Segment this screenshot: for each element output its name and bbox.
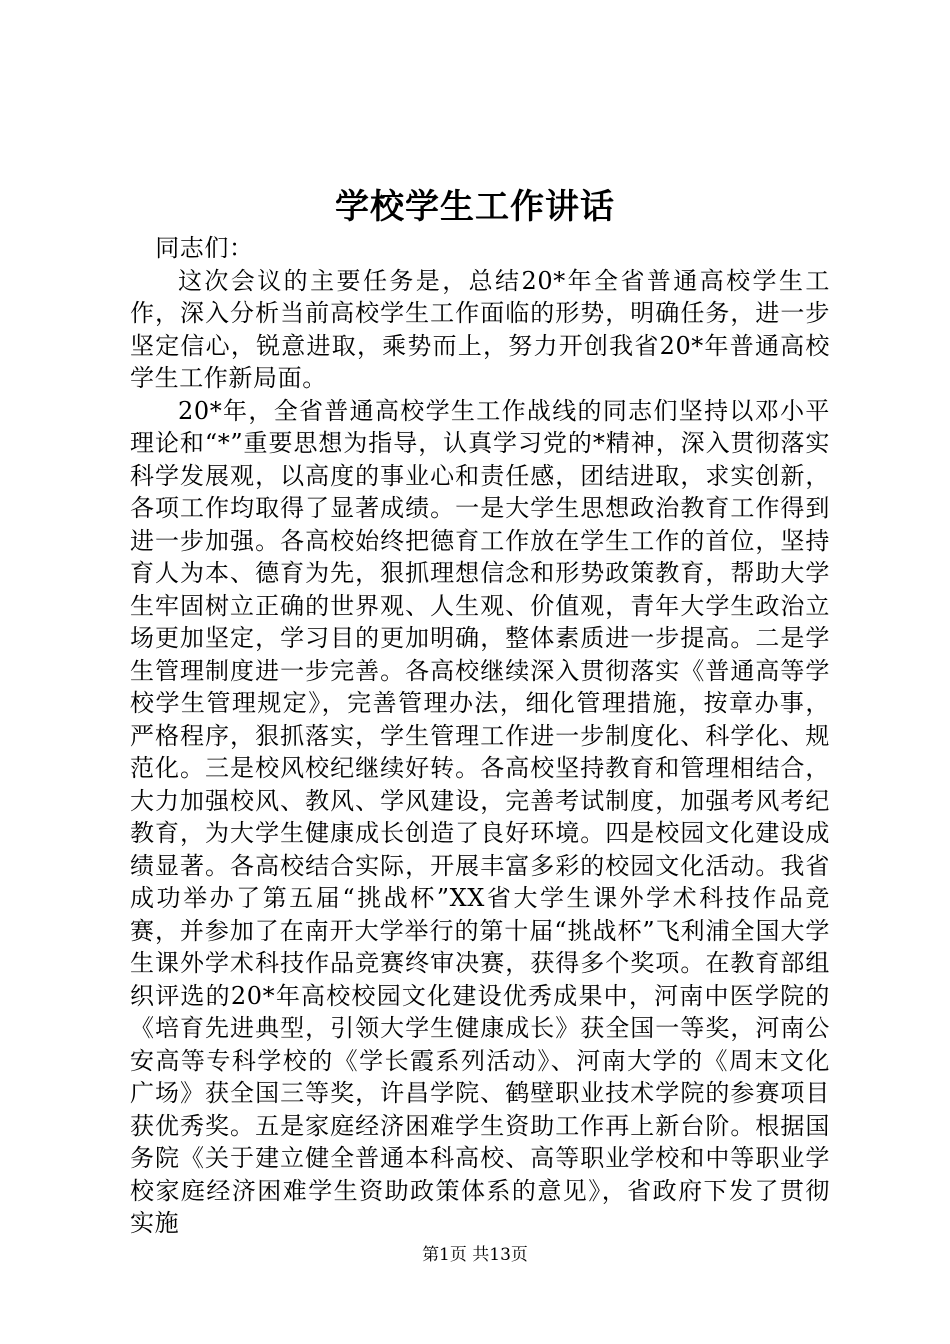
paragraph-achievements: 20*年，全省普通高校学生工作战线的同志们坚持以邓小平理论和“*”重要思想为指导，认真学习党的*精神，深入贯彻落实科学发展观，以高度的事业心和责任感，团结进取，求实创新，各项工作均取得了显著成绩。一是大学生思想政治教育工作得到进一步加强。各高校始终把德育工作放在学生工作的首位，坚持育人为本、德育为先，狠抓理想信念和形势政策教育，帮助大学生牢固树立正确的世界观、人生观、价值观，青年大学生政治立场更加坚定，学习目的更加明确，整体素质进一步提高。二是学生管理制度进一步完善。各高校继续深入贯彻落实《普通高等学校学生管理规定》，完善管理办法，细化管理措施，按章办事，严格程序，狠抓落实，学生管理工作进一步制度化、科学化、规范化。三是校风校纪继续好转。各高校坚持教育和管理相结合，大力加强校风、教风、学风建设，完善考试制度，加强考风考纪教育，为大学生健康成长创造了良好环境。四是校园文化建设成绩显著。各高校结合实际，开展丰富多彩的校园文化活动。我省成功举办了第五届“挑战杯”XX省大学生课外学术科技作品竞赛，并参加了在南开大学举行的第十届“挑战杯”飞利浦全国大学生课外学术科技作品竞赛终审决赛，获得多个奖项。在教育部组织评选的20*年高校校园文化建设优秀成果中，河南中医学院的《培育先进典型，引领大学生健康成长》获全国一等奖，河南公安高等专科学校的《学长霞系列活动》、河南大学的《周末文化广场》获全国三等奖，许昌学院、鹤壁职业技术学院的参赛项目获优秀奖。五是家庭经济困难学生资助工作再上新台阶。根据国务院《关于建立健全普通本科高校、高等职业学校和中等职业学校家庭经济困难学生资助政策体系的意见》，省政府下发了贯彻实施 bbox=[130, 396, 830, 1237]
paragraph-intro: 这次会议的主要任务是，总结20*年全省普通高校学生工作，深入分析当前高校学生工作面临的形势，明确任务，进一步坚定信心，锐意进取，乘势而上，努力开创我省20*年普通高校学生工作新局面。 bbox=[130, 266, 830, 392]
salutation: 同志们： bbox=[155, 234, 254, 262]
document-body bbox=[130, 232, 830, 1240]
document-title: 学校学生工作讲话 bbox=[335, 187, 615, 227]
page-number-footer: 第1页 共13页 bbox=[422, 1245, 528, 1265]
